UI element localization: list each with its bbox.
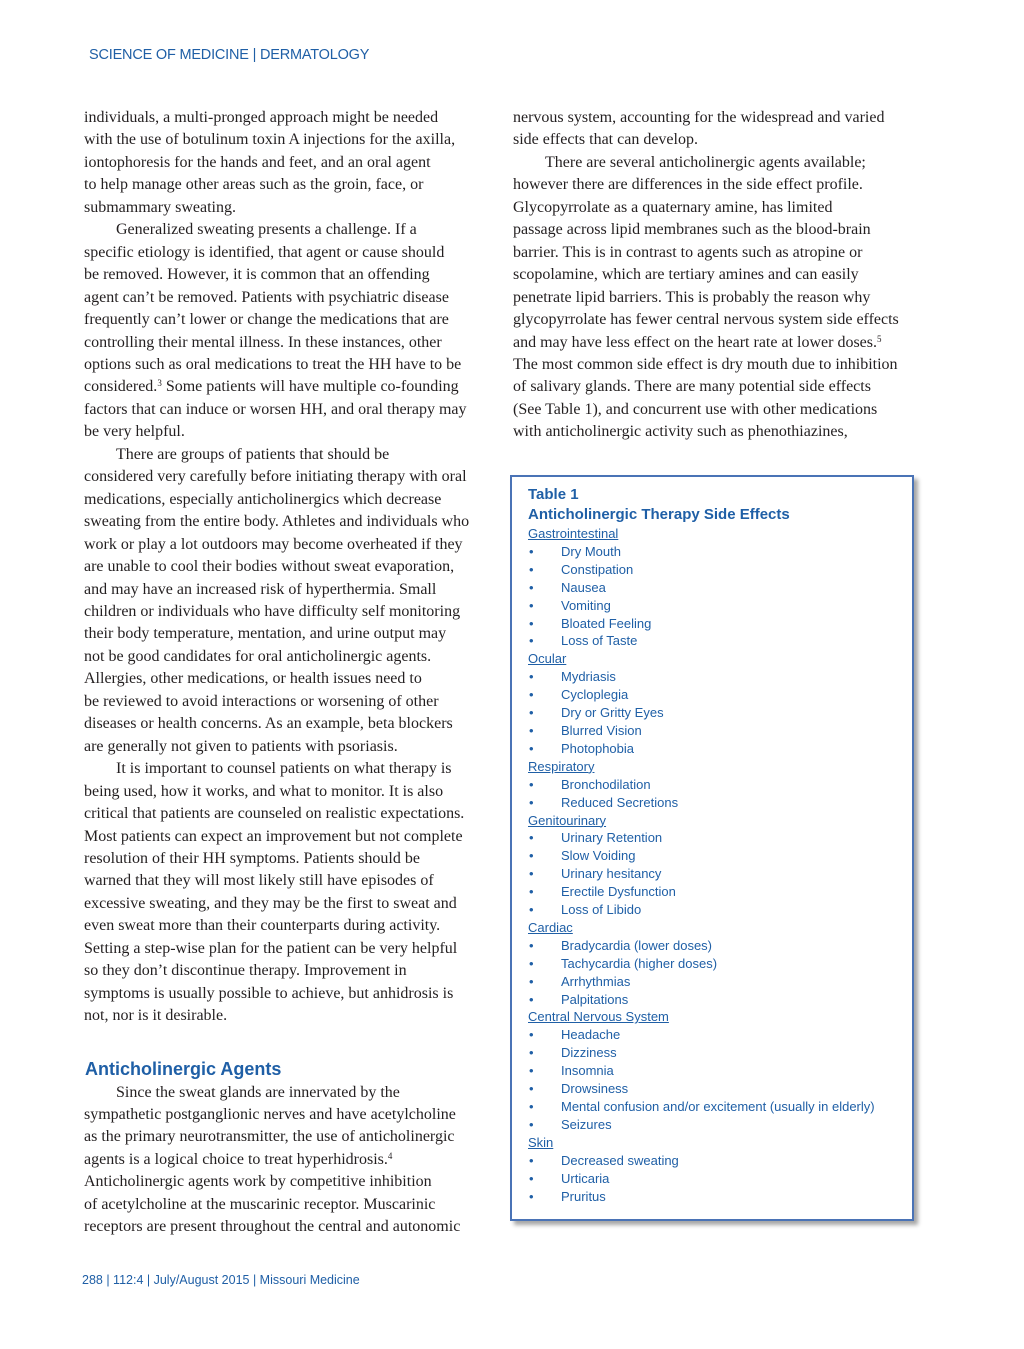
text-line: nervous system, accounting for the widespread and varied	[513, 109, 885, 126]
list-item	[528, 722, 912, 740]
paragraph-2	[84, 219, 494, 444]
left-column	[84, 107, 494, 1239]
text-line: not, nor is it desirable.	[84, 1007, 228, 1025]
list-item-text: Vomiting	[561, 597, 611, 613]
text-line: sympathetic postganglionic nerves and have acetylcholine	[84, 1106, 456, 1124]
list-item-text: Loss of Libido	[561, 902, 642, 918]
list-item-text: Mental confusion and/or excitement (usually in elderly)	[561, 1099, 875, 1114]
bullet-icon: •	[529, 615, 534, 631]
list-item-text: Arrhythmias	[561, 973, 631, 989]
list-item	[528, 579, 912, 597]
text-line: The most common side effect is dry mouth due to inhibition	[513, 355, 898, 373]
text-line: factors that can induce or worsen HH, and oral therapy may	[84, 400, 467, 418]
list-item-text: Headache	[561, 1027, 621, 1043]
list-item-text: Drowsiness	[561, 1081, 629, 1097]
text-line: frequently can’t lower or change the medications that are	[84, 311, 449, 329]
text-line: however there are differences in the side effect profile.	[513, 176, 863, 194]
list-item-text: Bradycardia (lower doses)	[561, 937, 713, 953]
text-line: symptoms is usually possible to achieve, but anhidrosis is	[84, 984, 454, 1002]
bullet-icon: •	[529, 722, 534, 738]
text-line: diseases or health concerns. As an example, beta blockers	[84, 715, 453, 733]
bullet-icon: •	[529, 1045, 534, 1061]
text-line: barrier. This is in contrast to agents such as atropine or	[513, 243, 863, 261]
paragraph-1	[84, 107, 494, 219]
list-item	[528, 776, 912, 794]
list-item	[528, 632, 912, 650]
bullet-icon: •	[529, 1027, 534, 1043]
list-item	[528, 1080, 912, 1098]
text-line: Setting a step-wise plan for the patient can be very helpful	[84, 939, 458, 957]
list-item	[528, 794, 912, 812]
text-line: There are groups of patients that should be	[116, 445, 390, 463]
bullet-icon: •	[529, 902, 534, 918]
text-line: There are several anticholinergic agents available;	[545, 153, 866, 171]
text-line: Generalized sweating presents a challenge. If a	[116, 221, 417, 239]
text-line: passage across lipid membranes such as the blood-brain	[513, 221, 871, 239]
bullet-icon: •	[529, 1063, 534, 1079]
list-item-text: Seizures	[561, 1116, 612, 1132]
text-line: resolution of their HH symptoms. Patients should be	[84, 849, 420, 867]
citation-3: 3	[157, 378, 162, 389]
bullet-icon: •	[529, 848, 534, 864]
list-item-text: Urinary hesitancy	[561, 866, 662, 882]
text-line: glycopyrrolate has fewer central nervous system side effects	[513, 311, 899, 329]
list-item-text: Photophobia	[561, 740, 635, 756]
list-item	[528, 1116, 912, 1134]
text-line: Glycopyrrolate as a quaternary amine, has limited	[513, 198, 833, 216]
list-item-text: Reduced Secretions	[561, 794, 679, 810]
text-line: critical that patients are counseled on realistic expectations.	[84, 805, 465, 823]
list-item-text: Dizziness	[561, 1045, 617, 1061]
text-line: receptors are present throughout the central and autonomic	[84, 1218, 461, 1236]
list-item	[528, 543, 912, 561]
table-1	[510, 475, 914, 1221]
text-line: options such as oral medications to treat the HH have to be	[84, 355, 462, 373]
list-item	[528, 991, 912, 1009]
text-line: children or individuals who have difficulty self monitoring	[84, 602, 461, 620]
text-line: individuals, a multi-pronged approach might be needed	[84, 109, 439, 126]
ref-line: and may have less effect on the heart rate at lower doses.$^5$	[513, 333, 882, 351]
text-line: (See Table 1), and concurrent use with other medications	[513, 400, 878, 418]
bullet-icon: •	[529, 884, 534, 900]
list-item-text: Pruritus	[561, 1188, 606, 1204]
text-line: It is important to counsel patients on what therapy is	[116, 760, 452, 778]
paragraph-7	[513, 152, 923, 444]
list-item-text: Blurred Vision	[561, 722, 642, 738]
text-line: of acetylcholine at the muscarinic receptor. Muscarinic	[84, 1195, 436, 1213]
bullet-icon: •	[529, 687, 534, 703]
list-item	[528, 973, 912, 991]
text-line: with anticholinergic activity such as phenothiazines,	[513, 423, 848, 441]
bullet-icon: •	[529, 1170, 534, 1186]
section-heading: Anticholinergic Agents	[85, 1058, 282, 1079]
text-line: considered very carefully before initiating therapy with oral	[84, 468, 467, 486]
text-line: penetrate lipid barriers. This is probably the reason why	[513, 288, 871, 306]
bullet-icon: •	[529, 973, 534, 989]
list-item-text: Cycloplegia	[561, 687, 629, 703]
right-column	[513, 107, 923, 444]
category-heading: Genitourinary	[528, 812, 607, 828]
list-item-text: Nausea	[561, 579, 606, 595]
list-item-text: Constipation	[561, 561, 634, 577]
bullet-icon: •	[529, 705, 534, 721]
list-item	[528, 1062, 912, 1080]
list-item-text: Decreased sweating	[561, 1152, 679, 1168]
text-line: iontophoresis for the hands and feet, and an oral agent	[84, 153, 431, 171]
bullet-icon: •	[529, 937, 534, 953]
text-line: scopolamine, which are tertiary amines and can easily	[513, 266, 859, 284]
bullet-icon: •	[529, 561, 534, 577]
running-head: SCIENCE OF MEDICINE | DERMATOLOGY	[89, 47, 370, 63]
citation-5: 5	[877, 333, 882, 344]
list-item-text: Dry Mouth	[561, 543, 621, 559]
ref-line: considered.$^3$ Some patients will have multiple co-founding	[84, 378, 459, 396]
list-item	[528, 704, 912, 722]
bullet-icon: •	[529, 597, 534, 613]
text-line: work or play a lot outdoors may become overheated if they	[84, 535, 463, 553]
text-line: Most patients can expect an improvement but not complete	[84, 827, 463, 845]
bullet-icon: •	[529, 740, 534, 756]
list-item-text: Bronchodilation	[561, 776, 651, 792]
category-heading: Ocular	[528, 651, 567, 667]
citation-4: 4	[387, 1150, 393, 1161]
text-line: specific etiology is identified, that agent or cause should	[84, 243, 445, 261]
bullet-icon: •	[529, 579, 534, 595]
category-heading: Central Nervous System	[528, 1009, 669, 1025]
list-item	[528, 883, 912, 901]
category-heading: Skin	[528, 1134, 554, 1150]
list-item	[528, 1152, 912, 1170]
bullet-icon: •	[529, 991, 534, 1007]
paragraph-5	[84, 1082, 494, 1239]
text-line: agent can’t be removed. Patients with psychiatric disease	[84, 288, 449, 306]
list-item-text: Mydriasis	[561, 669, 616, 685]
text-line: as the primary neurotransmitter, the use of anticholinergic	[84, 1128, 455, 1146]
list-item-text: Erectile Dysfunction	[561, 884, 676, 900]
list-item	[528, 597, 912, 615]
list-item	[528, 1170, 912, 1188]
text-line: of salivary glands. There are many potential side effects	[513, 378, 871, 396]
list-item	[528, 1026, 912, 1044]
text-line: excessive sweating, and they may be the first to sweat and	[84, 894, 457, 912]
paragraph-4	[84, 758, 494, 1027]
paragraph-6	[513, 107, 923, 152]
list-item	[528, 865, 912, 883]
list-item	[528, 901, 912, 919]
text-line: are generally not given to patients with psoriasis.	[84, 737, 398, 755]
bullet-icon: •	[529, 955, 534, 971]
list-item-text: Dry or Gritty Eyes	[561, 705, 664, 721]
text-line: Since the sweat glands are innervated by the	[116, 1083, 400, 1101]
text-line: being used, how it works, and what to monitor. It is also	[84, 782, 444, 800]
text-line: are unable to cool their bodies without sweat evaporation,	[84, 558, 455, 576]
bullet-icon: •	[529, 1081, 534, 1097]
list-item-text: Bloated Feeling	[561, 615, 652, 631]
bullet-icon: •	[529, 830, 534, 846]
text-line: their body temperature, mentation, and urine output may	[84, 625, 447, 643]
text-line: controlling their mental illness. In these instances, other	[84, 333, 442, 351]
text-line: and may have an increased risk of hyperthermia. Small	[84, 580, 437, 598]
text-line: so they don’t discontinue therapy. Improvement in	[84, 962, 407, 980]
text-line: with the use of botulinum toxin A injections for the axilla,	[84, 131, 456, 149]
list-item-text: Urinary Retention	[561, 830, 663, 846]
bullet-icon: •	[529, 866, 534, 882]
text-line: Anticholinergic agents work by competitive inhibition	[84, 1173, 432, 1191]
bullet-icon: •	[529, 633, 534, 649]
list-item	[528, 1188, 912, 1206]
list-item	[528, 740, 912, 758]
bullet-icon: •	[529, 776, 534, 792]
list-item	[528, 955, 912, 973]
list-item	[528, 847, 912, 865]
bullet-icon: •	[529, 1116, 534, 1132]
bullet-icon: •	[529, 1152, 534, 1168]
list-item-text: Urticaria	[561, 1170, 610, 1186]
text-line: to help manage other areas such as the groin, face, or	[84, 176, 424, 194]
list-item-text: Palpitations	[561, 991, 629, 1007]
text-line: be very helpful.	[84, 423, 185, 441]
text-line: warned that they will most likely still have episodes of	[84, 872, 434, 890]
page-footer: 288 | 112:4 | July/August 2015 | Missouri Medicine	[82, 1273, 360, 1287]
text-line: sweating from the entire body. Athletes and individuals who	[84, 513, 470, 531]
text-line: Allergies, other medications, or health issues need to	[84, 670, 422, 688]
list-item	[528, 1098, 912, 1116]
text-line: side effects that can develop.	[513, 131, 698, 149]
list-item	[528, 829, 912, 847]
side-effects-list	[528, 525, 912, 1205]
text-line: be reviewed to avoid interactions or worsening of other	[84, 692, 439, 710]
text-line: be removed. However, it is common that an offending	[84, 266, 430, 284]
bullet-icon: •	[529, 669, 534, 685]
list-item	[528, 1044, 912, 1062]
text-line: submammary sweating.	[84, 198, 236, 216]
bullet-icon: •	[529, 543, 534, 559]
list-item	[528, 937, 912, 955]
table-label: Table 1	[528, 486, 579, 503]
list-item	[528, 686, 912, 704]
category-heading: Respiratory	[528, 758, 595, 774]
list-item-text: Slow Voiding	[561, 848, 636, 864]
list-item	[528, 561, 912, 579]
ref-line: agents is a logical choice to treat hyperhidrosis.$^4$	[84, 1150, 393, 1168]
text-line: medications, especially anticholinergics which decrease	[84, 490, 442, 508]
category-heading: Gastrointestinal	[528, 526, 619, 541]
list-item-text: Loss of Taste	[561, 633, 638, 649]
paragraph-3	[84, 444, 494, 758]
bullet-icon: •	[529, 1188, 534, 1204]
category-heading: Cardiac	[528, 919, 573, 935]
list-item-text: Tachycardia (higher doses)	[561, 955, 718, 971]
list-item	[528, 668, 912, 686]
list-item-text: Insomnia	[561, 1063, 614, 1079]
list-item	[528, 615, 912, 633]
text-line: not be good candidates for oral anticholinergic agents.	[84, 647, 432, 665]
table-title: Anticholinergic Therapy Side Effects	[528, 506, 790, 523]
text-line: even sweat more than their counterparts during activity.	[84, 917, 441, 935]
bullet-icon: •	[529, 794, 534, 810]
bullet-icon: •	[529, 1099, 534, 1114]
